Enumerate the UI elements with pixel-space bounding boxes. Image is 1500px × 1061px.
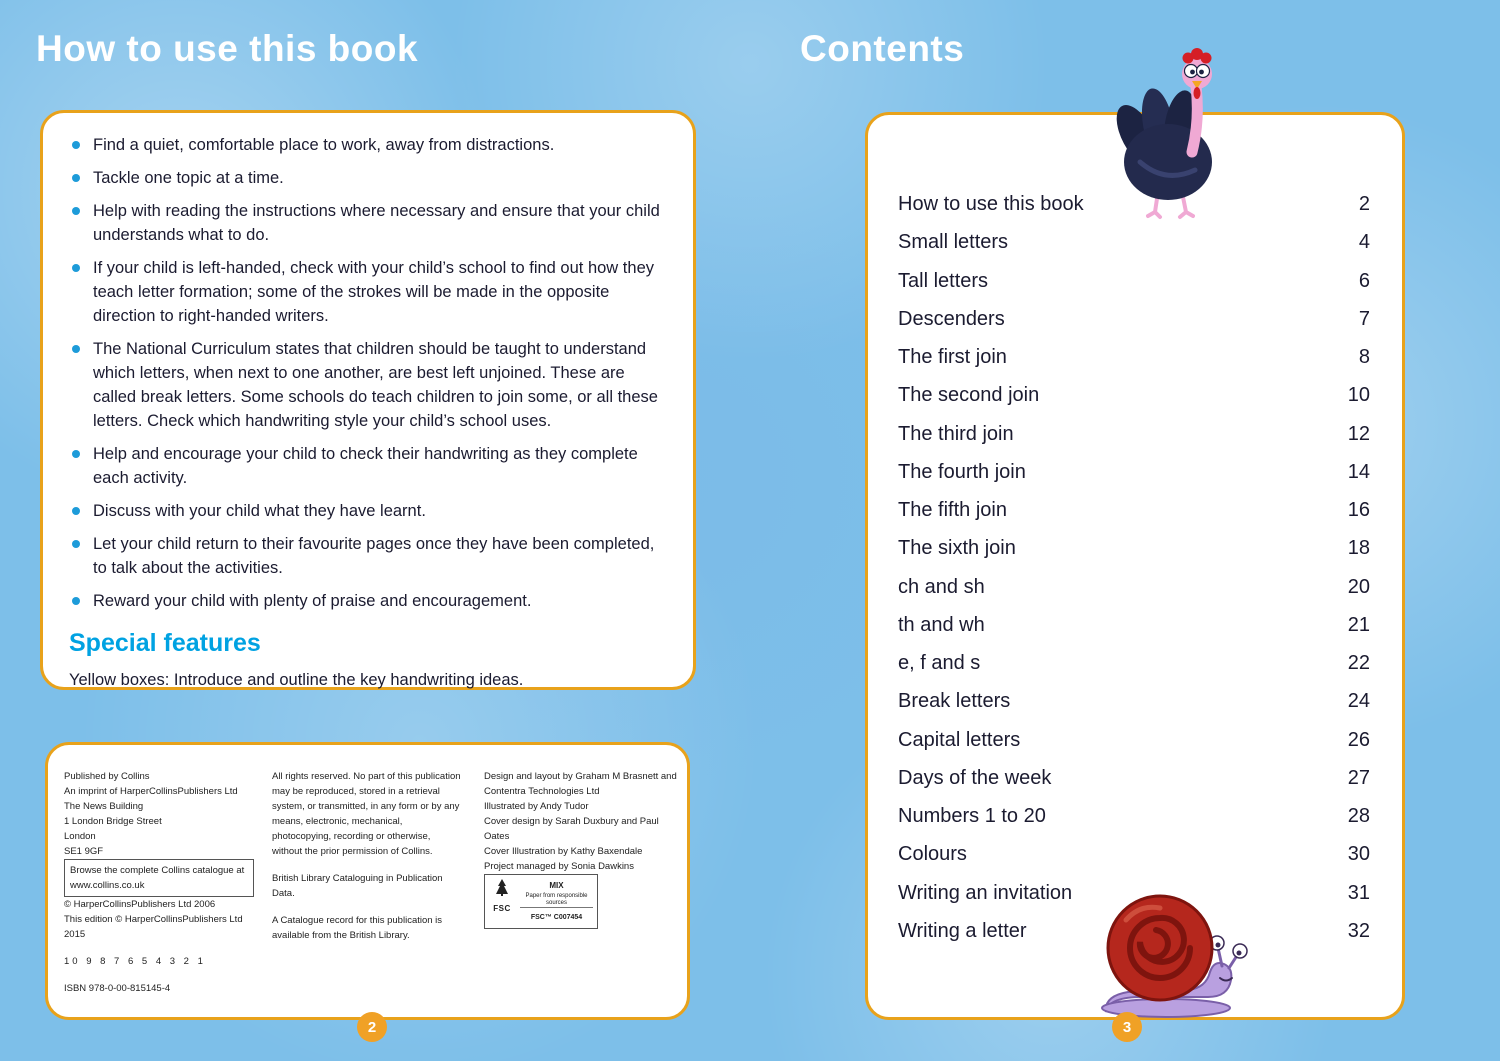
fsc-mix-label: MIX xyxy=(549,881,564,890)
bullet-dot xyxy=(72,597,80,605)
print-run-line: 10 9 8 7 6 5 4 3 2 1 xyxy=(64,956,206,967)
toc-entry-page: 2 xyxy=(1358,193,1370,215)
instruction-bullet xyxy=(69,337,667,433)
bullet-dot xyxy=(72,345,80,353)
bullet-text: Reward your child with plenty of praise and encouragement. xyxy=(93,592,532,610)
instruction-bullet xyxy=(69,199,667,247)
imprint-line: An imprint of HarperCollinsPublishers Ltd xyxy=(64,786,238,797)
right-page-number-badge: 3 xyxy=(1112,1012,1142,1042)
toc-entry-page: 4 xyxy=(1358,231,1370,254)
toc-row xyxy=(898,308,1370,331)
toc-entry-page: 20 xyxy=(1347,575,1370,598)
toc-row xyxy=(898,270,1370,293)
toc-entry-page: 27 xyxy=(1347,766,1370,789)
credit-line: Cover design by Sarah Duxbury and Paul Oates xyxy=(484,816,659,842)
toc-row xyxy=(898,614,1370,637)
toc-row xyxy=(898,461,1370,484)
snail-illustration xyxy=(1088,880,1250,1020)
table-of-contents xyxy=(898,193,1370,943)
bullet-dot xyxy=(72,207,80,215)
toc-entry-label: The second join xyxy=(898,384,1040,407)
credit-line: Project managed by Sonia Dawkins xyxy=(484,861,634,872)
toc-entry-label: ch and sh xyxy=(898,575,985,598)
toc-entry-label: The fifth join xyxy=(898,499,1007,521)
toc-entry-label: The sixth join xyxy=(898,537,1016,560)
toc-entry-label: Small letters xyxy=(898,231,1009,254)
imprint-line: 1 London Bridge Street xyxy=(64,816,162,827)
fsc-label: FSC xyxy=(493,904,511,913)
toc-entry-label: Numbers 1 to 20 xyxy=(898,805,1046,827)
rights-paragraph: British Library Cataloguing in Publication Data. xyxy=(272,873,443,899)
toc-row xyxy=(898,423,1370,446)
special-features-heading: Special features xyxy=(69,629,261,657)
toc-entry-page: 24 xyxy=(1347,690,1370,713)
instruction-bullet xyxy=(69,499,667,523)
special-features-text: Yellow boxes: Introduce and outline the key handwriting ideas. xyxy=(69,671,524,689)
toc-row xyxy=(898,231,1370,254)
toc-row xyxy=(898,576,1370,599)
instruction-bullet xyxy=(69,256,667,328)
instruction-bullet xyxy=(69,589,667,613)
bullet-text: Let your child return to their favourite pages once they have been completed, to talk about the activities. xyxy=(93,535,655,577)
rights-paragraph: A Catalogue record for this publication is available from the British Library. xyxy=(272,915,443,941)
bullet-text: Find a quiet, comfortable place to work, away from distractions. xyxy=(93,136,555,154)
toc-row xyxy=(898,767,1370,790)
toc-entry-page: 26 xyxy=(1347,728,1370,751)
toc-entry-label: Days of the week xyxy=(898,766,1052,789)
instruction-bullet xyxy=(69,442,667,490)
toc-entry-label: The third join xyxy=(898,422,1014,445)
left-page-title: How to use this book xyxy=(36,28,419,69)
imprint-column-publisher xyxy=(64,769,256,996)
toc-entry-label: Tall letters xyxy=(898,269,989,292)
toc-row xyxy=(898,805,1370,828)
credit-line: Design and layout by Graham M Brasnett and Contentra Technologies Ltd xyxy=(484,771,677,797)
bullet-dot xyxy=(72,141,80,149)
instruction-bullet xyxy=(69,133,667,157)
fsc-logo xyxy=(484,874,598,929)
bullet-text: If your child is left-handed, check with your child’s school to find out how they teach letter formation; some of the strokes will be made in the opposite direction to right-handed writers. xyxy=(93,259,654,325)
toc-entry-page: 22 xyxy=(1347,652,1370,674)
toc-entry-page: 16 xyxy=(1347,499,1370,521)
imprint-line: Published by Collins xyxy=(64,771,150,782)
toc-entry-page: 12 xyxy=(1347,422,1370,445)
toc-entry-label: Descenders xyxy=(898,307,1005,330)
toc-entry-page: 30 xyxy=(1347,843,1370,866)
toc-entry-label: The first join xyxy=(898,346,1007,368)
toc-entry-page: 18 xyxy=(1347,537,1370,560)
toc-entry-page: 7 xyxy=(1358,307,1370,330)
toc-entry-label: Break letters xyxy=(898,690,1011,713)
credit-line: Illustrated by Andy Tudor xyxy=(484,801,589,812)
bullet-text: Help with reading the instructions where necessary and ensure that your child understands what to do. xyxy=(93,202,660,244)
toc-row xyxy=(898,537,1370,560)
copyright-line: © HarperCollinsPublishers Ltd 2006 xyxy=(64,899,216,910)
left-page-number-badge: 2 xyxy=(357,1012,387,1042)
imprint-column-rights xyxy=(272,769,462,955)
toc-entry-label: How to use this book xyxy=(898,193,1084,215)
toc-row xyxy=(898,346,1370,369)
fsc-code: FSC™ C007454 xyxy=(520,907,593,925)
fsc-source-text: Paper from responsible sources xyxy=(525,893,588,906)
credit-line: Cover Illustration by Kathy Baxendale xyxy=(484,846,643,857)
bullet-text: The National Curriculum states that children should be taught to understand which letters, when next to one another, are best left unjoined. These are called break letters. Some schools do teach children to join some, or all these letters. Check which handwriting style your child’s school uses. xyxy=(93,340,658,430)
bullet-dot xyxy=(72,507,80,515)
toc-entry-label: e, f and s xyxy=(898,652,981,674)
toc-entry-label: th and wh xyxy=(898,613,985,636)
toc-entry-page: 10 xyxy=(1347,384,1370,407)
bullet-dot xyxy=(72,540,80,548)
toc-entry-label: The fourth join xyxy=(898,460,1026,483)
imprint-line: SE1 9GF xyxy=(64,846,104,857)
catalogue-note-box: Browse the complete Collins catalogue at www.collins.co.uk xyxy=(64,859,254,897)
toc-entry-page: 21 xyxy=(1347,613,1370,636)
toc-entry-page: 32 xyxy=(1347,919,1370,942)
toc-row xyxy=(898,729,1370,752)
imprint-column-credits xyxy=(484,769,680,929)
toc-entry-page: 28 xyxy=(1347,805,1370,827)
imprint-line: London xyxy=(64,831,96,842)
right-page-title: Contents xyxy=(800,28,965,69)
toc-entry-label: Writing an invitation xyxy=(898,881,1073,904)
how-to-use-panel xyxy=(40,110,696,690)
turkey-illustration xyxy=(1100,44,1250,220)
isbn-line: ISBN 978-0-00-815145-4 xyxy=(64,983,171,994)
bullet-text: Help and encourage your child to check their handwriting as they complete each activity. xyxy=(93,445,638,487)
instruction-bullet xyxy=(69,166,667,190)
toc-entry-label: Capital letters xyxy=(898,728,1021,751)
imprint-line: The News Building xyxy=(64,801,144,812)
copyright-line: This edition © HarperCollinsPublishers Ltd 2015 xyxy=(64,914,243,940)
toc-entry-page: 6 xyxy=(1358,269,1370,292)
toc-row xyxy=(898,690,1370,713)
rights-paragraph: All rights reserved. No part of this publication may be reproduced, stored in a retrieval system, or transmitted, in any form or by any means, electronic, mechanical, photocopying, recording or otherwise, without the prior permission of Collins. xyxy=(272,771,461,857)
bullet-text: Discuss with your child what they have learnt. xyxy=(93,502,426,520)
toc-entry-label: Colours xyxy=(898,843,967,866)
toc-row xyxy=(898,652,1370,675)
fsc-tree-icon xyxy=(494,878,510,896)
instruction-bullet xyxy=(69,532,667,580)
toc-row xyxy=(898,843,1370,866)
toc-entry-page: 14 xyxy=(1347,460,1370,483)
toc-entry-label: Writing a letter xyxy=(898,919,1027,942)
bullet-dot xyxy=(72,450,80,458)
toc-row xyxy=(898,499,1370,522)
bullet-dot xyxy=(72,264,80,272)
imprint-panel xyxy=(45,742,690,1020)
toc-entry-page: 31 xyxy=(1347,881,1370,904)
bullet-text: Tackle one topic at a time. xyxy=(93,169,284,187)
toc-entry-page: 8 xyxy=(1358,346,1370,368)
bullet-dot xyxy=(72,174,80,182)
toc-row xyxy=(898,384,1370,407)
